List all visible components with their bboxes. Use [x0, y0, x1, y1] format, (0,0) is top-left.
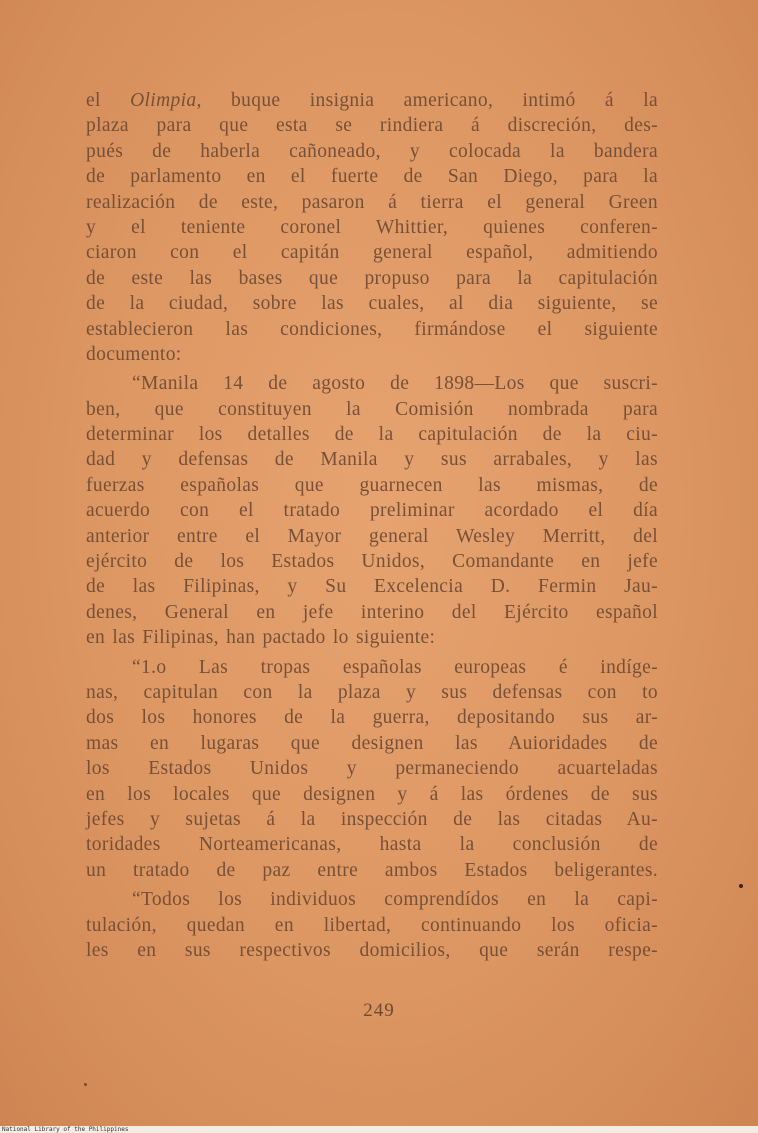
- text-line: pués de haberla cañoneado, y colocada la bandera: [86, 140, 658, 162]
- text-line: toridades Norteamericanas, hasta la conclusión de: [86, 834, 658, 856]
- text-line: dad y defensas de Manila y sus arrabales, y las: [86, 449, 658, 471]
- text-line: ben, que constituyen la Comisión nombrada para: [86, 398, 658, 420]
- text-line: determinar los detalles de la capitulación de la ciu-: [86, 424, 658, 446]
- text-line: un tratado de paz entre ambos Estados beligerantes.: [86, 859, 658, 881]
- text-line: anterior entre el Mayor general Wesley Merritt, del: [86, 525, 658, 547]
- text-line: los Estados Unidos y permaneciendo acuarteladas: [86, 758, 658, 780]
- footer-credit: National Library of the Philippines: [2, 1126, 129, 1133]
- ink-speck: [84, 1083, 87, 1086]
- text-line: plaza para que esta se rindiera á discreción, des-: [86, 115, 658, 137]
- text-line: jefes y sujetas á la inspección de las citadas Au-: [86, 808, 658, 830]
- text-line: de este las bases que propuso para la capitulación: [86, 267, 658, 289]
- text-line: “1.o Las tropas españolas europeas é indíge-: [132, 656, 658, 678]
- text-line: en los locales que designen y á las órdenes de sus: [86, 783, 658, 805]
- text-line: ciaron con el capitán general español, admitiendo: [86, 242, 658, 264]
- text-line: “Manila 14 de agosto de 1898—Los que suscri-: [132, 373, 658, 395]
- ship-name: Olimpia,: [130, 90, 202, 111]
- ink-speck: [739, 884, 743, 888]
- text-line: les en sus respectivos domicilios, que serán respe-: [86, 939, 658, 961]
- body-text: [86, 88, 658, 963]
- text-line: tulación, quedan en libertad, continuando los oficia-: [86, 914, 658, 936]
- text-line: ejército de los Estados Unidos, Comandante en jefe: [86, 551, 658, 573]
- text-line: de las Filipinas, y Su Excelencia D. Fermin Jau-: [86, 576, 658, 598]
- text-line: fuerzas españolas que guarnecen las mismas, de: [86, 474, 658, 496]
- page-number: 249: [363, 1000, 395, 1021]
- text-line: “Todos los individuos comprendídos en la capi-: [132, 889, 658, 911]
- text-line: realización de este, pasaron á tierra el general Green: [86, 191, 658, 213]
- text-line: nas, capitulan con la plaza y sus defensas con to: [86, 681, 658, 703]
- text-line: establecieron las condiciones, firmándose el siguiente: [86, 318, 658, 340]
- text-line: el Olimpia, buque insignia americano, intimó á la: [86, 90, 658, 111]
- text-line: de parlamento en el fuerte de San Diego, para la: [86, 166, 658, 188]
- text-line: y el teniente coronel Whittier, quienes conferen-: [86, 216, 658, 238]
- text-line: de la ciudad, sobre las cuales, al dia siguiente, se: [86, 293, 658, 315]
- text-line: documento:: [86, 343, 182, 365]
- text-line: mas en lugaras que designen las Auioridades de: [86, 732, 658, 754]
- text-line: dos los honores de la guerra, depositando sus ar-: [86, 707, 658, 729]
- text-line: acuerdo con el tratado preliminar acordado el día: [86, 500, 658, 522]
- text-line: denes, General en jefe interino del Ejército español: [86, 601, 658, 623]
- text-line: en las Filipinas, han pactado lo siguiente:: [86, 627, 436, 649]
